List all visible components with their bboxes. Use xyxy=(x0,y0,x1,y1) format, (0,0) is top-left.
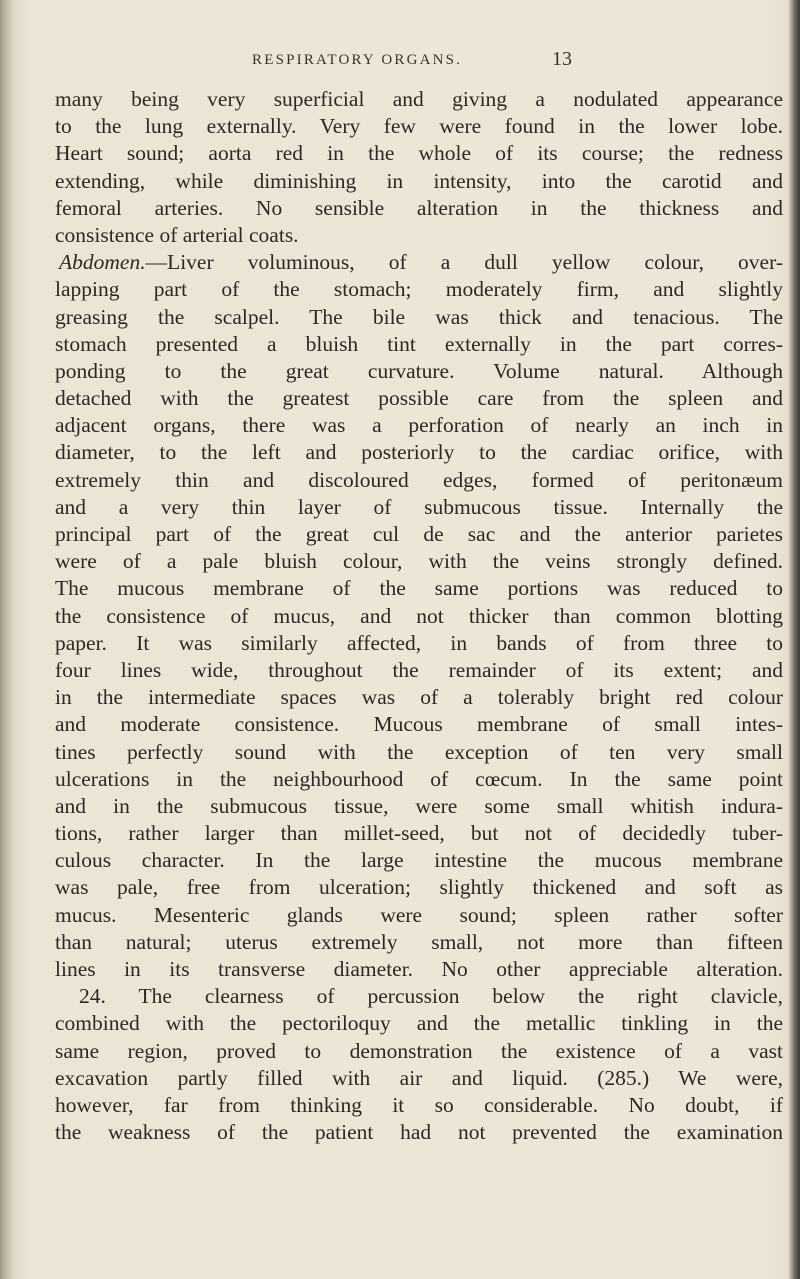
text-line: adjacent organs, there was a perforation of nearly an inch in xyxy=(55,413,783,438)
text-line: detached with the greatest possible care from the spleen and xyxy=(55,386,783,411)
text-line: ulcerations in the neighbourhood of cœcum. In the same point xyxy=(55,766,783,791)
text-line: to the lung externally. Very few were found in the lower lobe. xyxy=(55,114,783,139)
text-line: The mucous membrane of the same portions was reduced to xyxy=(55,576,783,601)
text-line: however, far from thinking it so considerable. No doubt, if xyxy=(55,1092,783,1117)
text-line: in the intermediate spaces was of a tolerably bright red colour xyxy=(55,685,783,710)
text-line: consistence of arterial coats. xyxy=(55,222,299,247)
binding-shadow xyxy=(0,0,14,1279)
text-line: than natural; uterus extremely small, not more than fifteen xyxy=(55,929,783,954)
text-line: the consistence of mucus, and not thicker than common blotting xyxy=(55,603,783,628)
text-line: diameter, to the left and posteriorly to the cardiac orifice, with xyxy=(55,440,783,465)
text-line: femoral arteries. No sensible alteration in the thickness and xyxy=(55,195,783,220)
text-line: greasing the scalpel. The bile was thick and tenacious. The xyxy=(55,304,783,329)
page-header xyxy=(200,48,680,78)
text-line: was pale, free from ulceration; slightly thickened and soft as xyxy=(55,875,783,900)
text-line: many being very superficial and giving a nodulated appearance xyxy=(55,87,783,111)
text-line-abdomen xyxy=(55,249,783,276)
text-line: tines perfectly sound with the exception of ten very small xyxy=(55,739,783,764)
text-line: principal part of the great cul de sac and the anterior parietes xyxy=(55,522,783,546)
running-head: RESPIRATORY ORGANS. xyxy=(252,52,463,68)
text-line: lapping part of the stomach; moderately firm, and slightly xyxy=(55,277,783,302)
text-line: lines in its transverse diameter. No other appreciable alteration. xyxy=(55,957,783,981)
text-line: same region, proved to demonstration the existence of a vast xyxy=(55,1038,783,1063)
text-line: and in the submucous tissue, were some small whitish indura- xyxy=(55,793,783,818)
text-line: tions, rather larger than millet-seed, but not of decidedly tuber- xyxy=(55,821,783,846)
text-line: combined with the pectoriloquy and the metallic tinkling in the xyxy=(55,1011,783,1036)
text-line: were of a pale bluish colour, with the veins strongly defined. xyxy=(55,549,783,574)
text-line: paper. It was similarly affected, in bands of from three to xyxy=(55,630,783,655)
body-text xyxy=(55,86,783,1146)
text-line: four lines wide, throughout the remainder of its extent; and xyxy=(55,657,783,682)
text-line: extending, while diminishing in intensity, into the carotid and xyxy=(55,168,783,193)
section-heading-abdomen: Abdomen. xyxy=(59,250,146,275)
text-line: 24. The clearness of percussion below the right clavicle, xyxy=(79,984,783,1009)
text-line: Heart sound; aorta red in the whole of its course; the redness xyxy=(55,141,783,166)
page-edge xyxy=(788,0,800,1279)
text-line: mucus. Mesenteric glands were sound; spleen rather softer xyxy=(55,902,783,927)
text-line: the weakness of the patient had not prevented the examination xyxy=(55,1120,783,1145)
text-line: ponding to the great curvature. Volume natural. Although xyxy=(55,358,783,383)
text-line: culous character. In the large intestine the mucous membrane xyxy=(55,848,783,873)
text-line: extremely thin and discoloured edges, formed of peritonæum xyxy=(55,467,783,492)
text-line: —Liver voluminous, of a dull yellow colour, over- xyxy=(145,250,783,275)
text-line: and a very thin layer of submucous tissue. Internally the xyxy=(55,494,783,519)
text-line: excavation partly filled with air and liquid. (285.) We were, xyxy=(55,1065,783,1090)
text-line: stomach presented a bluish tint externally in the part corres- xyxy=(55,331,783,356)
page-number: 13 xyxy=(552,48,572,70)
text-line: and moderate consistence. Mucous membrane of small intes- xyxy=(55,712,783,737)
